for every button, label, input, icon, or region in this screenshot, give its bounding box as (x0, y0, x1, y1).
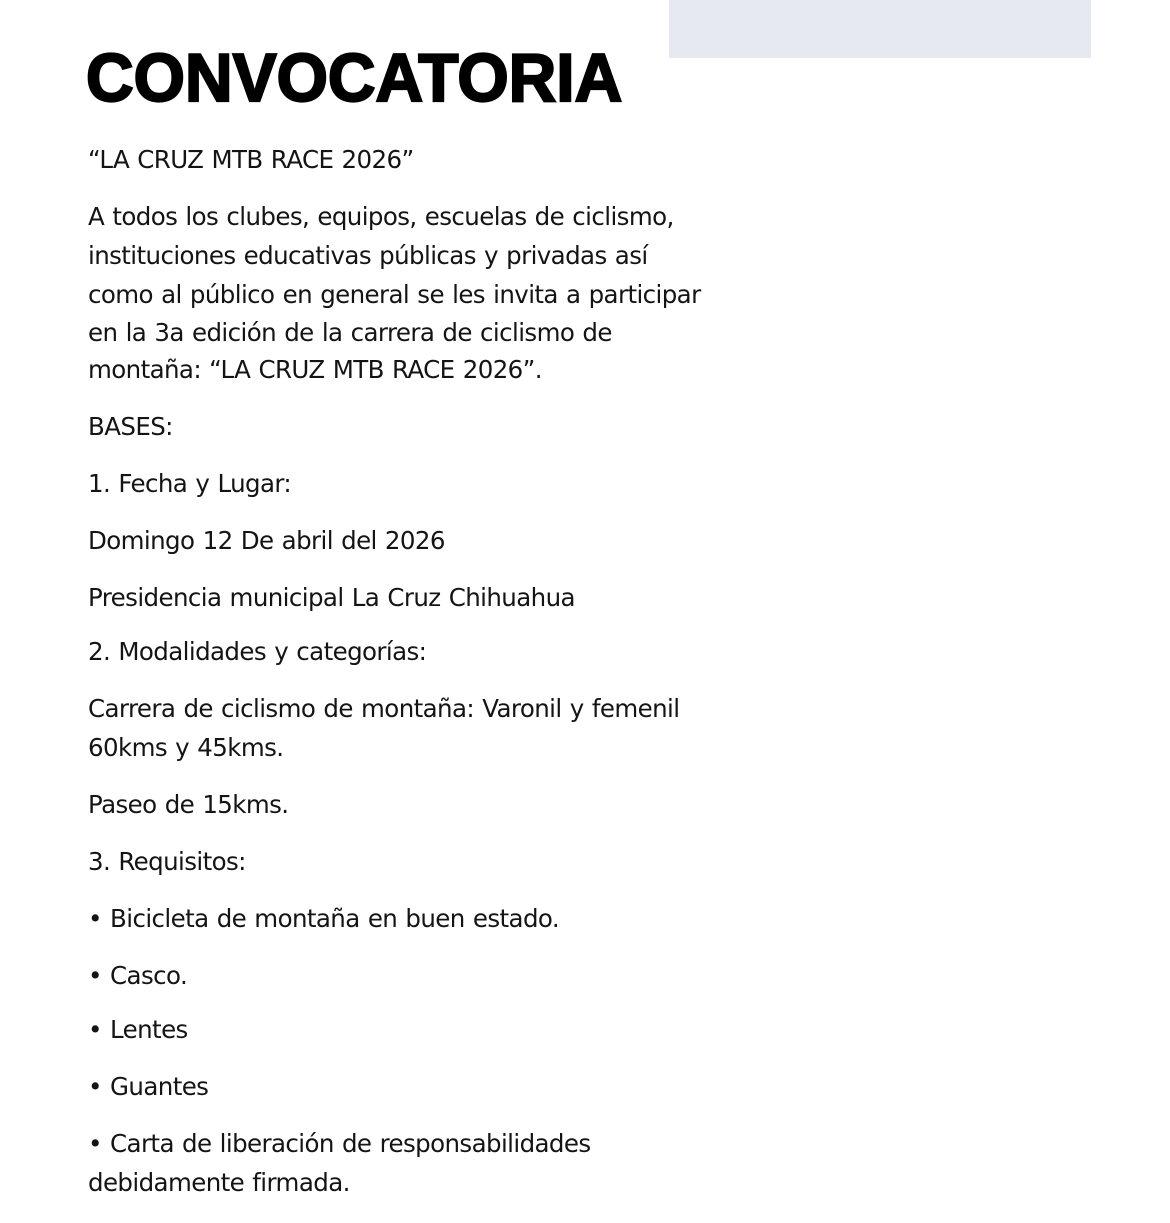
ride-line: Paseo de 15kms. (88, 790, 289, 819)
requirement-item: • Guantes (88, 1072, 209, 1101)
section2-heading: 2. Modalidades y categorías: (88, 637, 427, 666)
intro-line-1: A todos los clubes, equipos, escuelas de ciclismo, (88, 202, 674, 231)
requirement-item: • Bicicleta de montaña en buen estado. (88, 904, 560, 933)
top-banner (669, 0, 1091, 58)
intro-line-4: en la 3a edición de la carrera de ciclismo de (88, 318, 612, 347)
page-title: CONVOCATORIA (86, 40, 623, 116)
requirement-item: • Lentes (88, 1015, 188, 1044)
section3-heading: 3. Requisitos: (88, 847, 246, 876)
event-place: Presidencia municipal La Cruz Chihuahua (88, 583, 575, 612)
race-line-1: Carrera de ciclismo de montaña: Varonil y femenil (88, 694, 680, 723)
section1-heading: 1. Fecha y Lugar: (88, 469, 292, 498)
race-line-2: 60kms y 45kms. (88, 733, 284, 762)
intro-line-3: como al público en general se les invita a participar (88, 280, 701, 309)
event-name: “LA CRUZ MTB RACE 2026” (88, 145, 414, 174)
intro-line-2: instituciones educativas públicas y privadas así (88, 241, 648, 270)
event-date: Domingo 12 De abril del 2026 (88, 526, 445, 555)
requirement-item-line-2: debidamente firmada. (88, 1168, 350, 1197)
requirement-item: • Casco. (88, 961, 188, 990)
requirement-item-line-1: • Carta de liberación de responsabilidades (88, 1129, 591, 1158)
intro-line-5: montaña: “LA CRUZ MTB RACE 2026”. (88, 355, 542, 384)
bases-heading: BASES: (88, 412, 173, 441)
